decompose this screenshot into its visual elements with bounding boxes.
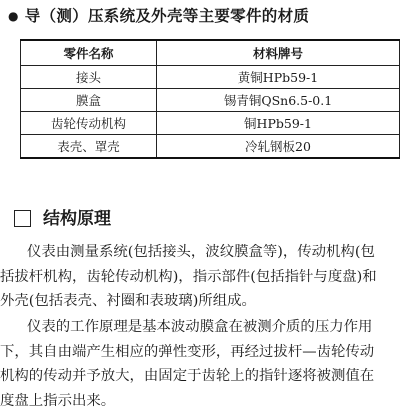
part-name-cell: 齿轮传动机构: [21, 112, 157, 135]
table-header-row: [21, 40, 400, 66]
material-cell: 铜HPb59-1: [157, 112, 400, 135]
paragraph-line: 机构的传动并予放大，由固定于齿轮上的指针逐将被测值在: [0, 368, 375, 384]
paragraph-line: 括拔杆机构，齿轮传动机构)，指示部件(包括指针与度盘)和: [0, 268, 377, 285]
part-name-cell: 膜盒: [21, 89, 157, 112]
material-cell: 锡青铜QSn6.5-0.1: [157, 89, 400, 112]
paragraph-composition: [0, 240, 413, 314]
checkbox-square-icon: [14, 210, 31, 227]
table-row: [21, 66, 400, 89]
paragraph-line: 仪表的工作原理是基本波动膜盒在被测介质的压力作用: [27, 319, 373, 335]
part-name-cell: 表壳、罩壳: [21, 135, 157, 159]
paragraph-line: 度盘上指示出来。: [0, 392, 116, 409]
paragraph-working-principle: [0, 315, 413, 413]
structure-principle-title-text: 结构原理: [43, 209, 111, 229]
table-row: [21, 135, 400, 159]
materials-heading: [8, 6, 309, 26]
material-cell: 冷轧钢板20: [157, 135, 400, 159]
paragraph-line: 外壳(包括表壳、衬圈和表玻璃)所组成。: [0, 293, 256, 309]
table-row: [21, 89, 400, 112]
paragraph-line: 下，其自由端产生相应的弹性变形，再经过拔杆—齿轮传动: [0, 343, 375, 360]
header-part-name: 零件名称: [21, 40, 157, 66]
table-row: [21, 112, 400, 135]
materials-heading-text: 导（测）压系统及外壳等主要零件的材质: [24, 7, 310, 25]
structure-principle-title: [14, 208, 111, 230]
materials-table: [20, 39, 400, 159]
paragraph-line: 仪表由测量系统(包括接头，波纹膜盒等)，传动机构(包: [27, 244, 375, 260]
material-cell: 黄铜HPb59-1: [157, 66, 400, 89]
header-material-grade: 材料牌号: [157, 40, 400, 66]
part-name-cell: 接头: [21, 66, 157, 89]
bullet-icon: ●: [8, 9, 19, 23]
